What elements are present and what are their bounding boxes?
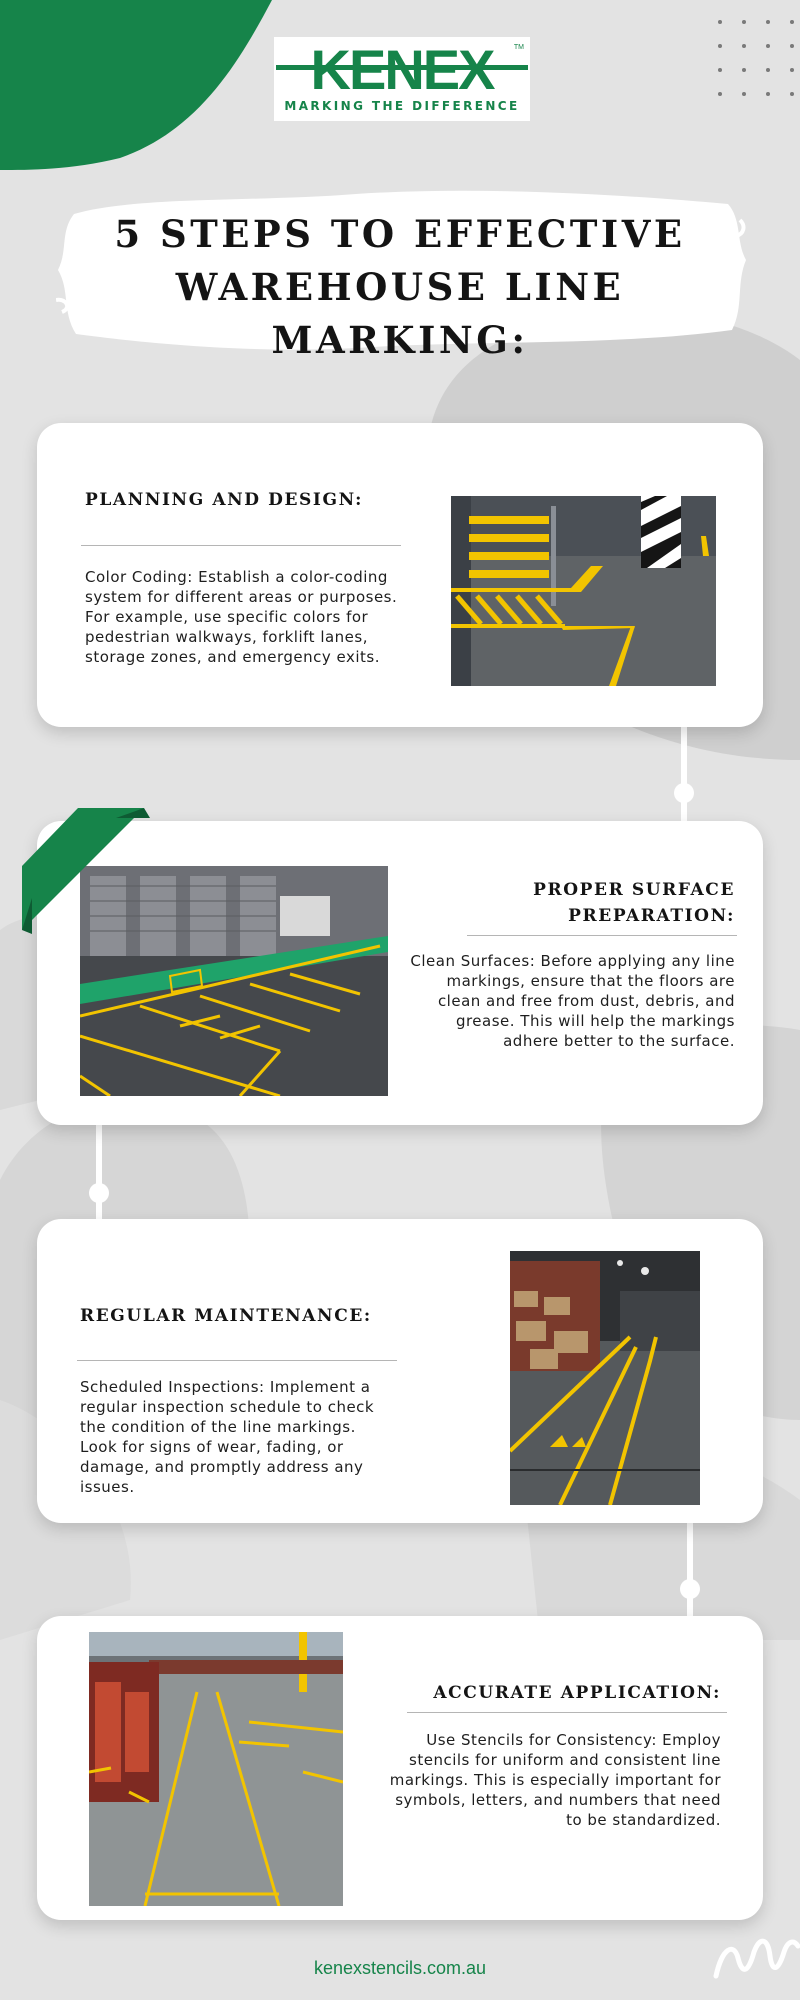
step-heading: PLANNING AND DESIGN: xyxy=(85,490,363,510)
heading-divider xyxy=(81,545,401,546)
step-card-planning xyxy=(37,423,763,727)
squiggle-decor xyxy=(712,1928,800,1984)
step-heading: PROPER SURFACE PREPARATION: xyxy=(533,880,735,926)
logo-tagline: MARKING THE DIFFERENCE xyxy=(284,99,520,113)
step-heading: ACCURATE APPLICATION: xyxy=(433,1683,721,1703)
step-heading: REGULAR MAINTENANCE: xyxy=(80,1306,372,1326)
timeline-node xyxy=(89,1183,109,1203)
painted-lane-photo xyxy=(89,1632,343,1906)
website-link[interactable]: kenexstencils.com.au xyxy=(313,1958,487,1978)
corner-ribbon-decor xyxy=(22,808,150,934)
heading-divider xyxy=(467,935,737,936)
timeline-node xyxy=(674,783,694,803)
timeline-connector xyxy=(96,1124,102,1220)
staircase-line-marking-photo xyxy=(451,496,716,686)
step-text: Clean Surfaces: Before applying any line markings, ensure that the floors are clean and free from dust, debris, and grease. This will help the markings adhere better to the surface. xyxy=(410,952,735,1050)
step-card-accurate-application xyxy=(37,1616,763,1920)
step-card-maintenance xyxy=(37,1219,763,1523)
heading-divider xyxy=(407,1712,727,1713)
step-text: Scheduled Inspections: Implement a regular inspection schedule to check the condition of the line markings. Look for signs of wear, fading, or damage, and promptly address any issues. xyxy=(80,1378,375,1496)
page-title xyxy=(60,208,740,367)
step-text: Use Stencils for Consistency: Employ stencils for uniform and consistent line markings. This is especially important for symbols, letters, and numbers that need to be standardized. xyxy=(389,1731,721,1829)
timeline-connector xyxy=(681,726,687,822)
heading-divider xyxy=(77,1360,397,1361)
timeline-node xyxy=(680,1579,700,1599)
timeline-connector xyxy=(687,1522,693,1617)
warehouse-aisle-photo xyxy=(510,1251,700,1505)
title-line-2: WAREHOUSE LINE MARKING: xyxy=(175,265,625,362)
logo-text: KENEX xyxy=(310,39,494,99)
step-text: Color Coding: Establish a color-coding system for different areas or purposes. For example, use specific colors for pedestrian walkways, forklift lanes, storage zones, and emergency exits. xyxy=(85,568,398,666)
kenex-wordmark-icon xyxy=(274,39,530,99)
title-line-1: 5 STEPS TO EFFECTIVE xyxy=(114,212,686,256)
kenex-logo[interactable] xyxy=(274,37,530,121)
trademark-mark: TM xyxy=(513,44,524,51)
